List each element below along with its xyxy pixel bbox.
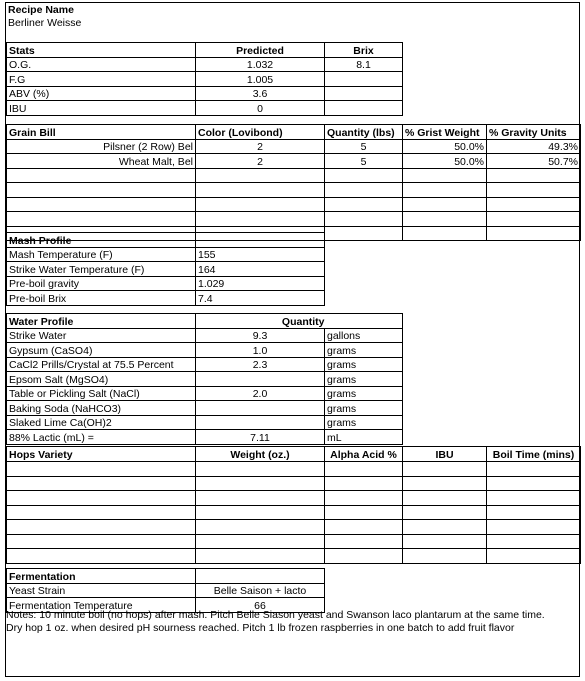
boil-time-header: Boil Time (mins) xyxy=(487,447,581,462)
alpha-acid-header: Alpha Acid % xyxy=(325,447,403,462)
table-row xyxy=(7,372,403,387)
table-row xyxy=(7,462,581,477)
predicted-header: Predicted xyxy=(196,43,325,58)
fermentation-value: Belle Saison + lacto xyxy=(196,583,325,598)
recipe-name-value: Berliner Weisse xyxy=(8,17,82,29)
table-row xyxy=(7,247,325,262)
water-unit: grams xyxy=(325,343,403,358)
table-row xyxy=(7,534,581,549)
water-amount: 1.0 xyxy=(196,343,325,358)
table-row xyxy=(7,505,581,520)
stat-predicted: 3.6 xyxy=(196,86,325,101)
mash-value: 1.029 xyxy=(196,276,325,291)
table-row xyxy=(7,197,581,212)
quantity-header: Quantity (lbs) xyxy=(325,125,403,140)
stat-brix: 8.1 xyxy=(325,57,403,72)
water-amount: 2.3 xyxy=(196,357,325,372)
water-unit: grams xyxy=(325,386,403,401)
grain-color: 2 xyxy=(196,154,325,169)
water-unit: mL xyxy=(325,430,403,445)
table-row xyxy=(7,357,403,372)
table-row xyxy=(7,583,325,598)
mash-profile-table xyxy=(6,232,325,306)
water-unit: grams xyxy=(325,372,403,387)
stat-label: ABV (%) xyxy=(7,86,196,101)
grain-quantity: 5 xyxy=(325,139,403,154)
grain-quantity: 5 xyxy=(325,154,403,169)
mash-label: Pre-boil Brix xyxy=(7,291,196,306)
stat-label: F.G xyxy=(7,72,196,87)
table-row xyxy=(7,476,581,491)
stat-predicted: 0 xyxy=(196,101,325,116)
table-row xyxy=(7,139,581,154)
table-row xyxy=(7,386,403,401)
mash-value: 155 xyxy=(196,247,325,262)
stats-header: Stats xyxy=(7,43,196,58)
notes-line: Notes: 10 minute boil (no hops) after mash. Pitch Belle Siason yeast and Swanson laco plantarum at the same time. xyxy=(6,609,545,621)
table-row xyxy=(7,86,403,101)
stats-table xyxy=(6,42,403,116)
stat-label: IBU xyxy=(7,101,196,116)
table-row xyxy=(7,183,581,198)
grain-bill-table xyxy=(6,124,581,241)
grain-grist: 50.0% xyxy=(403,154,487,169)
table-row xyxy=(7,212,581,227)
table-row xyxy=(7,491,581,506)
table-row xyxy=(7,343,403,358)
notes-line: Dry hop 1 oz. when desired pH sourness reached. Pitch 1 lb frozen raspberries in one batch to add fruit flavor xyxy=(6,622,515,634)
table-row xyxy=(7,101,403,116)
table-row xyxy=(7,57,403,72)
grist-weight-header: % Grist Weight xyxy=(403,125,487,140)
table-row xyxy=(7,415,403,430)
water-unit: grams xyxy=(325,401,403,416)
grain-gravity: 49.3% xyxy=(487,139,581,154)
table-row xyxy=(7,72,403,87)
water-label: Gypsum (CaSO4) xyxy=(7,343,196,358)
water-amount: 7.11 xyxy=(196,430,325,445)
mash-value: 164 xyxy=(196,262,325,277)
stat-predicted: 1.032 xyxy=(196,57,325,72)
mash-label: Pre-boil gravity xyxy=(7,276,196,291)
grain-grist: 50.0% xyxy=(403,139,487,154)
table-row xyxy=(7,549,581,564)
water-unit: grams xyxy=(325,357,403,372)
recipe-name-section xyxy=(8,4,81,29)
water-profile-table xyxy=(6,313,403,445)
hops-variety-header: Hops Variety xyxy=(7,447,196,462)
grain-color: 2 xyxy=(196,139,325,154)
water-amount: 9.3 xyxy=(196,328,325,343)
water-label: Epsom Salt (MgSO4) xyxy=(7,372,196,387)
water-amount xyxy=(196,372,325,387)
fermentation-table xyxy=(6,568,325,613)
stat-brix xyxy=(325,72,403,87)
water-label: Slaked Lime Ca(OH)2 xyxy=(7,415,196,430)
water-unit: gallons xyxy=(325,328,403,343)
mash-label: Strike Water Temperature (F) xyxy=(7,262,196,277)
hops-table xyxy=(6,446,581,564)
table-row xyxy=(7,291,325,306)
water-unit: grams xyxy=(325,415,403,430)
table-row xyxy=(7,168,581,183)
color-header: Color (Lovibond) xyxy=(196,125,325,140)
brix-header: Brix xyxy=(325,43,403,58)
mash-value: 7.4 xyxy=(196,291,325,306)
ibu-header: IBU xyxy=(403,447,487,462)
table-row xyxy=(7,328,403,343)
table-row xyxy=(7,276,325,291)
grain-name: Pilsner (2 Row) Bel xyxy=(7,139,196,154)
fermentation-value: 66 xyxy=(196,598,325,613)
fermentation-label: Fermentation Temperature xyxy=(7,598,196,613)
recipe-name-label: Recipe Name xyxy=(8,4,74,16)
grain-gravity: 50.7% xyxy=(487,154,581,169)
notes xyxy=(6,609,576,635)
grain-name: Wheat Malt, Bel xyxy=(7,154,196,169)
water-label: Strike Water xyxy=(7,328,196,343)
water-profile-header: Water Profile xyxy=(7,314,196,329)
gravity-units-header: % Gravity Units xyxy=(487,125,581,140)
stat-brix xyxy=(325,86,403,101)
table-row xyxy=(7,430,403,445)
table-row xyxy=(7,401,403,416)
table-row xyxy=(7,262,325,277)
water-label: Table or Pickling Salt (NaCl) xyxy=(7,386,196,401)
fermentation-label: Yeast Strain xyxy=(7,583,196,598)
water-label: 88% Lactic (mL) = xyxy=(7,430,196,445)
stat-label: O.G. xyxy=(7,57,196,72)
table-row xyxy=(7,154,581,169)
fermentation-header: Fermentation xyxy=(7,569,196,584)
stat-predicted: 1.005 xyxy=(196,72,325,87)
grain-bill-header: Grain Bill xyxy=(7,125,196,140)
water-amount xyxy=(196,401,325,416)
water-amount xyxy=(196,415,325,430)
hops-weight-header: Weight (oz.) xyxy=(196,447,325,462)
water-label: CaCl2 Prills/Crystal at 75.5 Percent xyxy=(7,357,196,372)
mash-profile-header: Mash Profile xyxy=(7,233,196,248)
water-quantity-header: Quantity xyxy=(196,314,325,329)
mash-label: Mash Temperature (F) xyxy=(7,247,196,262)
water-label: Baking Soda (NaHCO3) xyxy=(7,401,196,416)
water-amount: 2.0 xyxy=(196,386,325,401)
stat-brix xyxy=(325,101,403,116)
table-row xyxy=(7,520,581,535)
